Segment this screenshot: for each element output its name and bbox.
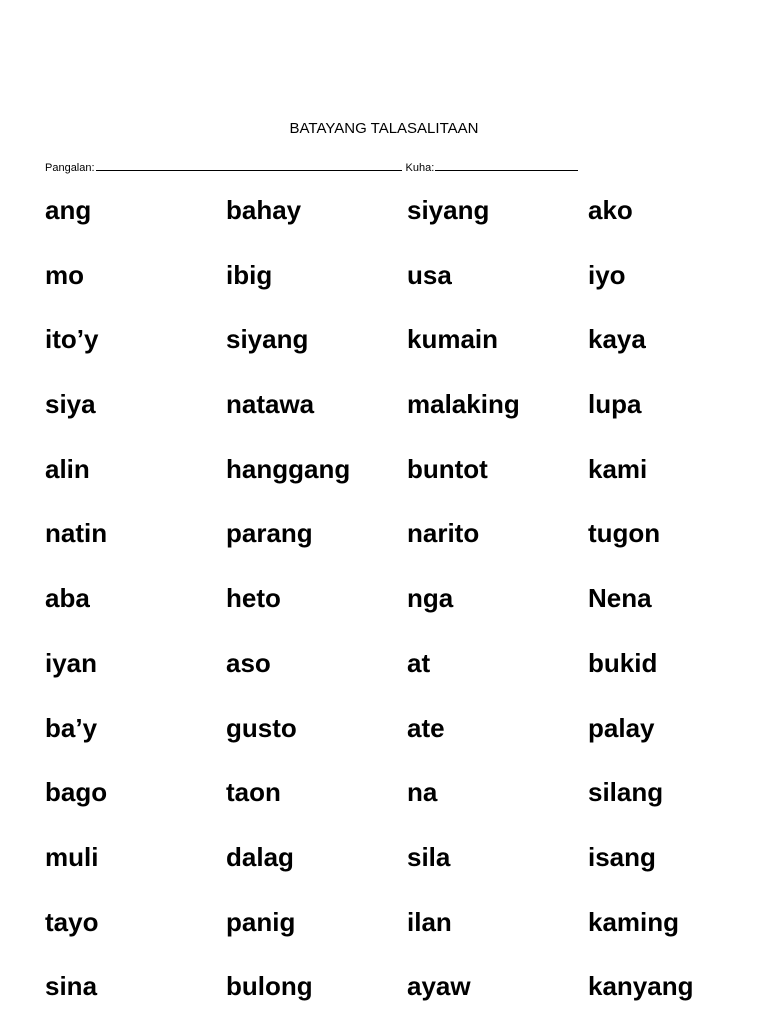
vocabulary-word: siyang (226, 324, 309, 355)
vocabulary-word: iyan (45, 647, 98, 678)
vocabulary-word: natawa (226, 389, 315, 420)
vocabulary-word: narito (407, 518, 480, 549)
vocabulary-word: silang (588, 777, 664, 808)
vocabulary-word: na (407, 777, 438, 808)
vocabulary-word: bukid (588, 647, 658, 678)
vocabulary-word: kaming (588, 906, 680, 937)
vocabulary-word: natin (45, 518, 108, 549)
student-fields (45, 160, 578, 176)
vocabulary-word: taon (226, 777, 281, 808)
vocabulary-word: at (407, 647, 431, 678)
vocabulary-word: malaking (407, 389, 520, 420)
word-grid (45, 191, 745, 1032)
vocabulary-word: tayo (45, 906, 99, 937)
vocabulary-word: palay (588, 712, 655, 743)
vocabulary-word: kami (588, 453, 648, 484)
vocabulary-word: sina (45, 971, 98, 1002)
vocabulary-word: aso (226, 647, 271, 678)
vocabulary-word: ayaw (407, 971, 471, 1002)
vocabulary-word: buntot (407, 453, 488, 484)
vocabulary-word: bago (45, 777, 108, 808)
vocabulary-word: panig (226, 906, 296, 937)
vocabulary-word: iyo (588, 259, 626, 290)
vocabulary-word: dalag (226, 841, 294, 872)
vocabulary-word: ba’y (45, 712, 98, 743)
vocabulary-word: mo (45, 259, 84, 290)
vocabulary-word: sila (407, 841, 451, 872)
vocabulary-word: tugon (588, 518, 661, 549)
name-label: Pangalan: (45, 162, 95, 174)
vocabulary-word: siyang (407, 195, 490, 225)
vocabulary-word: Nena (588, 583, 652, 614)
vocabulary-word: muli (45, 841, 99, 872)
vocabulary-word: gusto (226, 712, 297, 743)
vocabulary-word: heto (226, 583, 281, 614)
page-title: BATAYANG TALASALITAAN (289, 120, 479, 137)
vocabulary-word: siya (45, 389, 96, 420)
vocabulary-word: ate (407, 712, 445, 743)
vocabulary-word: bulong (226, 971, 313, 1002)
vocabulary-word: nga (407, 583, 454, 614)
score-label: Kuha: (405, 162, 435, 174)
vocabulary-word: ako (588, 195, 633, 225)
vocabulary-word: ilan (407, 906, 452, 937)
vocabulary-word: aba (45, 583, 90, 614)
vocabulary-word: isang (588, 841, 656, 872)
score-blank-line[interactable] (435, 160, 578, 171)
vocabulary-word: kanyang (588, 971, 694, 1002)
vocabulary-word: parang (226, 518, 313, 549)
vocabulary-word: usa (407, 259, 452, 290)
vocabulary-word: ibig (226, 259, 273, 290)
vocabulary-word: bahay (226, 195, 302, 225)
vocabulary-word: lupa (588, 389, 642, 420)
vocabulary-word: hanggang (226, 453, 351, 484)
name-blank-line[interactable] (96, 160, 402, 171)
vocabulary-word: ang (45, 195, 92, 225)
vocabulary-word: alin (45, 453, 90, 484)
vocabulary-word: kaya (588, 324, 646, 355)
vocabulary-word: kumain (407, 324, 499, 355)
vocabulary-word: ito’y (45, 324, 99, 355)
